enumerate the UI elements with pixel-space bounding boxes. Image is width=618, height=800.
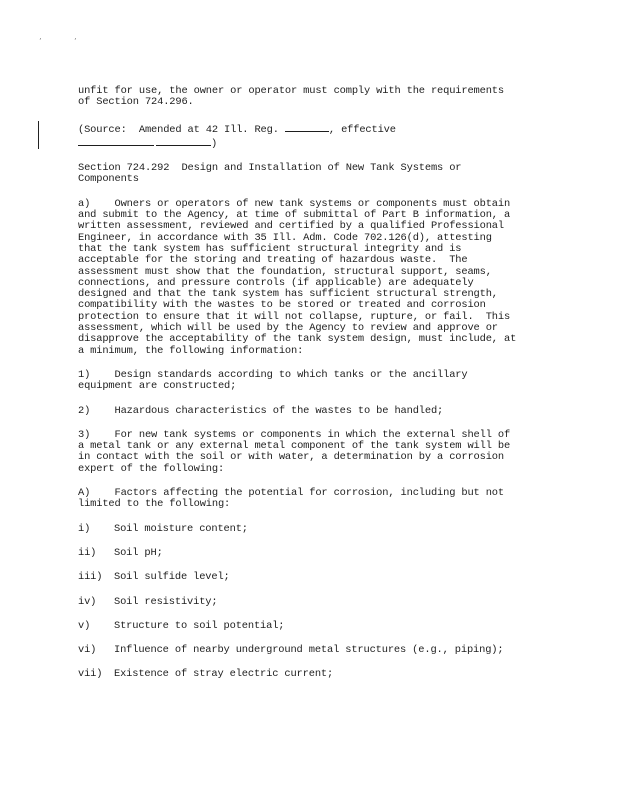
item-2: 2) Hazardous characteristics of the wastes to be handled; <box>78 404 444 417</box>
subitem: vi) Influence of nearby underground metal structures (e.g., piping); <box>78 644 504 657</box>
subitem: i) Soil moisture content; <box>78 522 248 535</box>
section-heading: Section 724.292 Design and Installation of New Tank Systems or <box>78 162 462 175</box>
blank-line <box>156 136 211 146</box>
subitem: v) Structure to soil potential; <box>78 619 285 632</box>
item-3: 3) For new tank systems or components in which the external shell of a metal tank or any external metal component of the tank system will be in contact with the soil or with water, a determination by a corrosion expert of the following: <box>78 428 511 475</box>
blank-line <box>78 136 154 146</box>
source-note-end: ) <box>78 136 548 150</box>
document-body <box>78 86 548 681</box>
paragraph-a: a) Owners or operators of new tank systems or components must obtain and submit to the Agency, at time of submittal of Part B information, a written assessment, reviewed and certified by a qualified Professional Engineer, in accordance with 35 Ill. Adm. Code 702.126(d), attesting that the tank system has sufficient structural integrity and is acceptable for the storing and treating of hazardous waste. The assessment must show that the foundation, structural support, seams, connections, and pressure controls (if applicable) are adequately designed and that the tank system has sufficient structural strength, compatibility with the wastes to be stored or treated and corrosion protection to ensure that it will not collapse, rupture, or fail. This assessment, which will be used by the Agency to review and approve or disapprove the acceptability of the tank system design, must include, at a minimum, the following information: <box>78 197 517 357</box>
revision-bar <box>38 121 39 149</box>
subitem: iv) Soil resistivity; <box>78 595 218 608</box>
subitem: ii) Soil pH; <box>78 546 163 559</box>
item-1: 1) Design standards according to which tanks or the ancillary equipment are constructed; <box>78 368 468 393</box>
subitem: vii) Existence of stray electric current; <box>78 668 334 681</box>
corner-mark: , <box>39 34 43 41</box>
carryover-line: of Section 724.296. <box>78 96 194 109</box>
item-A: A) Factors affecting the potential for corrosion, including but not limited to the following: <box>78 487 504 511</box>
section-heading: Components <box>78 173 139 186</box>
source-note: (Source: Amended at 42 Ill. Reg. , effective <box>78 123 396 136</box>
carryover-line: unfit for use, the owner or operator must comply with the requirements <box>78 85 504 97</box>
subitem: iii) Soil sulfide level; <box>78 571 230 584</box>
blank-line <box>285 122 329 132</box>
corner-mark: , <box>74 34 78 41</box>
